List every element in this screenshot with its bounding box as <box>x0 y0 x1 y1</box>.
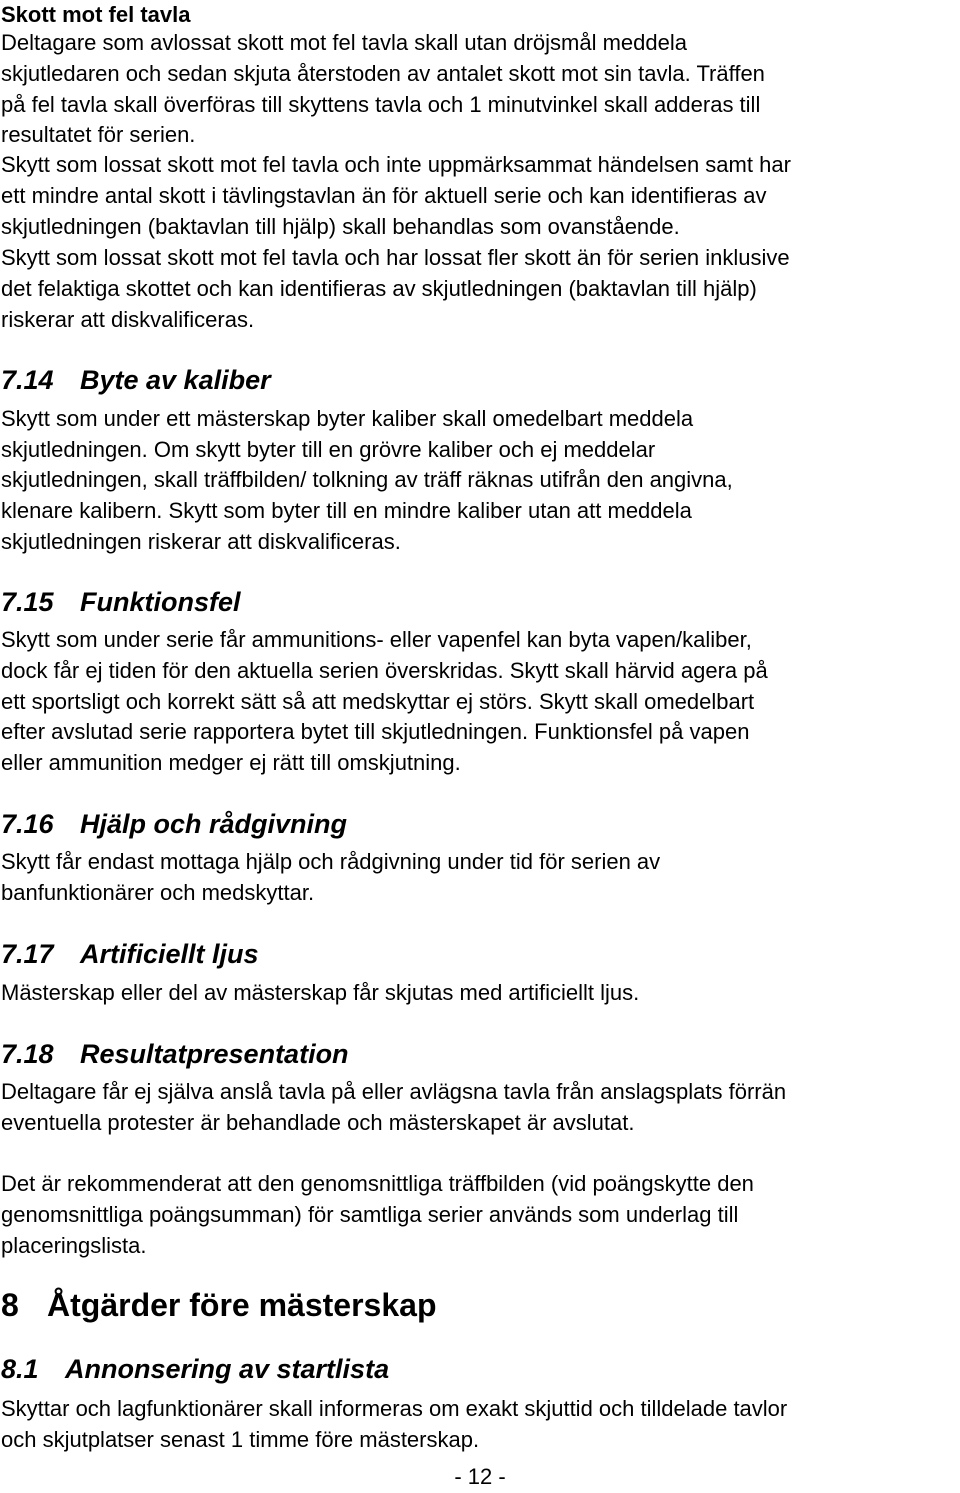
section-title: Funktionsfel <box>80 587 241 617</box>
section-title: Hjälp och rådgivning <box>80 809 348 839</box>
chapter-heading-8 <box>1 1286 436 1324</box>
paragraph-line: banfunktionärer och medskyttar. <box>1 880 315 905</box>
paragraph-line: dock får ej tiden för den aktuella serien överskridas. Skytt skall härvid agera på <box>1 658 768 683</box>
paragraph-line: Deltagare som avlossat skott mot fel tavla skall utan dröjsmål meddela <box>1 30 687 55</box>
paragraph-line: skjutledaren och sedan skjuta återstoden av antalet skott mot sin tavla. Träffen <box>1 61 765 86</box>
paragraph-line: efter avslutad serie rapportera bytet till skjutledningen. Funktionsfel på vapen <box>1 719 750 744</box>
paragraph-line: Deltagare får ej själva anslå tavla på eller avlägsna tavla från anslagsplats förrän <box>1 1079 787 1104</box>
section-heading-7-14 <box>1 363 271 397</box>
paragraph-line: det felaktiga skottet och kan identifieras av skjutledningen (baktavlan till hjälp) <box>1 276 757 301</box>
section-heading-7-17 <box>1 937 259 971</box>
paragraph-line: Skytt som under serie får ammunitions- eller vapenfel kan byta vapen/kaliber, <box>1 627 752 652</box>
section-title: Artificiellt ljus <box>80 939 259 969</box>
paragraph-line: skjutledningen riskerar att diskvalificeras. <box>1 529 401 554</box>
section-heading-8-1 <box>1 1352 389 1386</box>
paragraph-line: ett mindre antal skott i tävlingstavlan än för aktuell serie och kan identifieras av <box>1 183 767 208</box>
section-number: 7.14 <box>1 365 54 395</box>
section-title: Byte av kaliber <box>80 365 271 395</box>
section-heading-7-15 <box>1 585 241 619</box>
paragraph-line: Skytt som lossat skott mot fel tavla och inte uppmärksammat händelsen samt har <box>1 152 791 177</box>
section-number: 7.18 <box>1 1039 54 1069</box>
paragraph-line: resultatet för serien. <box>1 122 196 147</box>
section-title: Annonsering av startlista <box>65 1354 390 1384</box>
paragraph-line: ett sportsligt och korrekt sätt så att medskyttar ej störs. Skytt skall omedelbart <box>1 689 755 714</box>
section-title: Resultatpresentation <box>80 1039 349 1069</box>
paragraph-line: klenare kalibern. Skytt som byter till en mindre kaliber utan att meddela <box>1 498 692 523</box>
paragraph-line: Mästerskap eller del av mästerskap får skjutas med artificiellt ljus. <box>1 980 640 1005</box>
section-heading-7-16 <box>1 807 347 841</box>
paragraph-line: Det är rekommenderat att den genomsnittliga träffbilden (vid poängskytte den <box>1 1171 754 1196</box>
section-number: 7.15 <box>1 587 54 617</box>
page-number: - 12 - <box>454 1464 506 1489</box>
paragraph-line: Skytt som under ett mästerskap byter kaliber skall omedelbart meddela <box>1 406 694 431</box>
chapter-title: Åtgärder före mästerskap <box>47 1287 437 1323</box>
paragraph-line: skjutledningen (baktavlan till hjälp) skall behandlas som ovanstående. <box>1 214 680 239</box>
paragraph-line: eventuella protester är behandlade och mästerskapet är avslutat. <box>1 1110 635 1135</box>
paragraph-line: eller ammunition medger ej rätt till omskjutning. <box>1 750 461 775</box>
paragraph-line: skjutledningen. Om skytt byter till en grövre kaliber och ej meddelar <box>1 437 656 462</box>
paragraph-line: Skytt får endast mottaga hjälp och rådgivning under tid för serien av <box>1 849 661 874</box>
paragraph-line: och skjutplatser senast 1 timme före mästerskap. <box>1 1427 480 1452</box>
paragraph-line: riskerar att diskvalificeras. <box>1 307 255 332</box>
chapter-number: 8 <box>1 1287 19 1323</box>
paragraph-line: placeringslista. <box>1 1233 147 1258</box>
paragraph-line: Skytt som lossat skott mot fel tavla och har lossat fler skott än för serien inklusive <box>1 245 790 270</box>
paragraph-line: Skyttar och lagfunktionärer skall informeras om exakt skjuttid och tilldelade tavlor <box>1 1396 788 1421</box>
section-number: 7.17 <box>1 939 54 969</box>
paragraph-line: skjutledningen, skall träffbilden/ tolkning av träff räknas utifrån den angivna, <box>1 467 733 492</box>
paragraph-line: genomsnittliga poängsumman) för samtliga serier används som underlag till <box>1 1202 739 1227</box>
paragraph-line: på fel tavla skall överföras till skyttens tavla och 1 minutvinkel skall adderas till <box>1 92 761 117</box>
subsection-title: Skott mot fel tavla <box>1 2 191 27</box>
section-number: 8.1 <box>1 1354 39 1384</box>
section-heading-7-18 <box>1 1037 349 1071</box>
section-number: 7.16 <box>1 809 54 839</box>
